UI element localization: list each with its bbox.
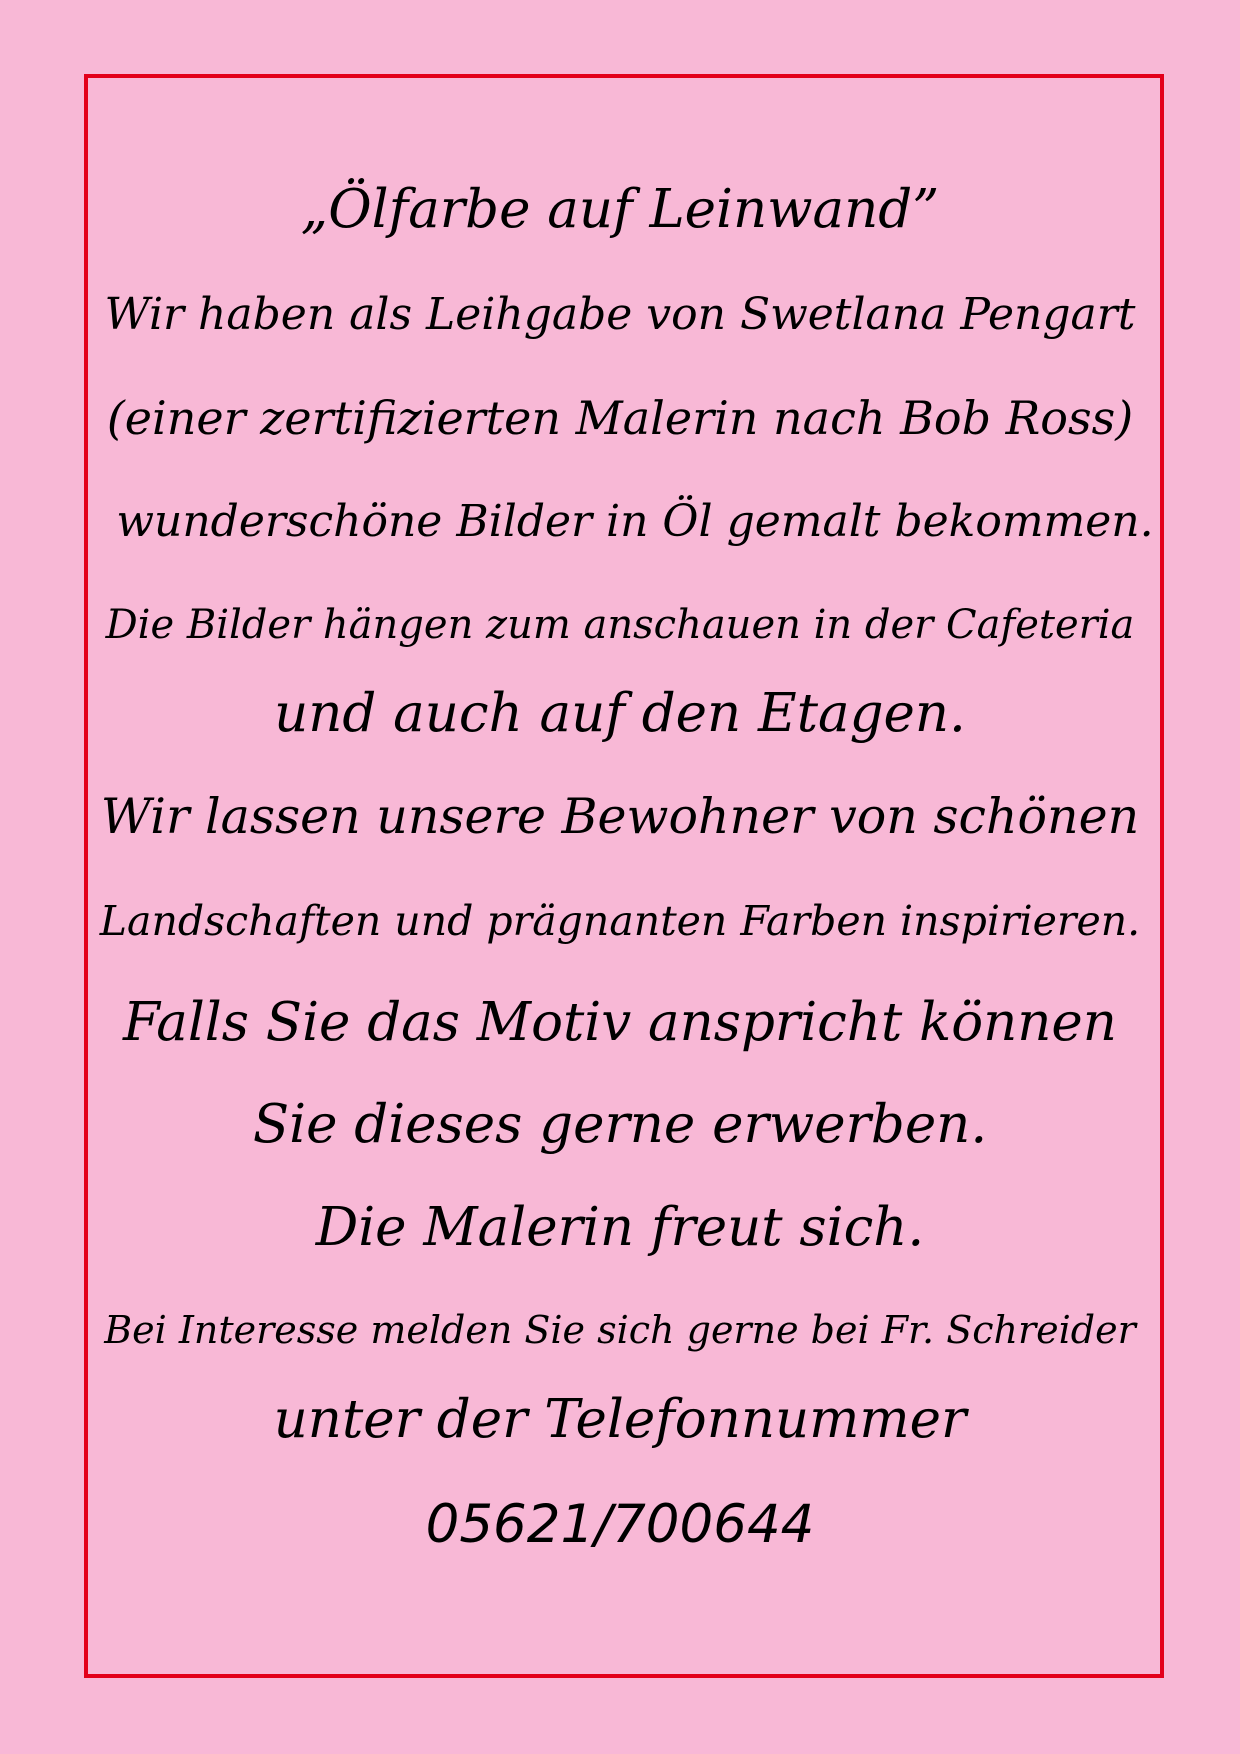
notice-line-7: Landschaften und prägnanten Farben inspirieren. <box>99 897 1141 945</box>
notice-line-1: Wir haben als Leihgabe von Swetlana Pengart <box>104 289 1136 340</box>
notice-line-10: Die Malerin freut sich. <box>315 1197 925 1258</box>
notice-line-3: wunderschöne Bilder in Öl gemalt bekommen. <box>116 496 1154 547</box>
notice-line-11: Bei Interesse melden Sie sich gerne bei Fr. Schreider <box>104 1308 1136 1352</box>
phone-number: 05621/700644 <box>425 1494 815 1555</box>
notice-line-8: Falls Sie das Motiv anspricht können <box>123 992 1117 1053</box>
notice-line-5: und auch auf den Etagen. <box>274 683 966 744</box>
notice-line-4: Die Bilder hängen zum anschauen in der Cafeteria <box>105 602 1135 648</box>
notice-line-12: unter der Telefonnummer <box>273 1389 967 1450</box>
notice-line-9: Sie dieses gerne erwerben. <box>252 1094 988 1155</box>
notice-title: „Ölfarbe auf Leinwand” <box>300 179 940 240</box>
notice-line-6: Wir lassen unsere Bewohner von schönen <box>100 788 1140 845</box>
notice-line-2: (einer zertifizierten Malerin nach Bob Ross) <box>106 391 1134 445</box>
